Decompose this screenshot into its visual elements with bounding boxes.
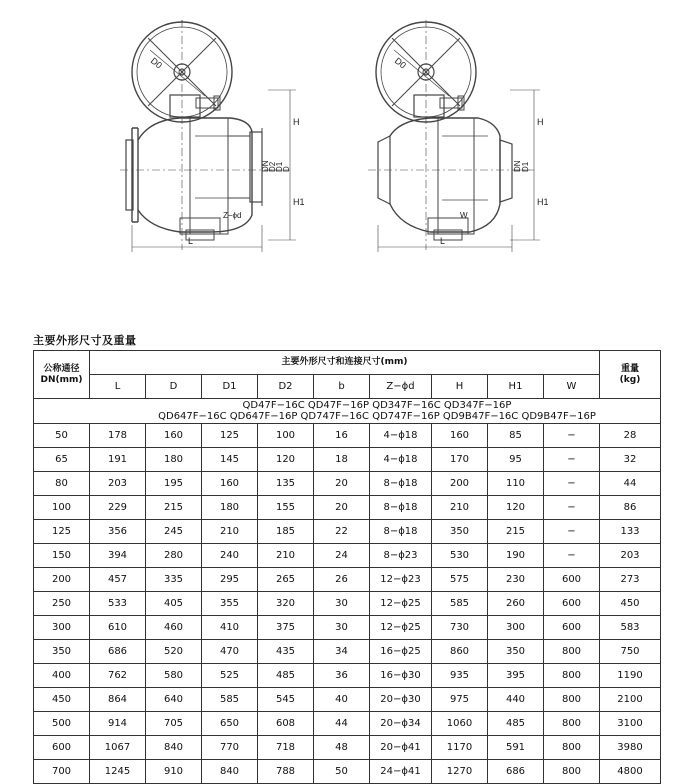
right-d1-label: D1: [521, 161, 530, 172]
left-d2-label: D2: [268, 161, 277, 172]
table-cell: 3100: [600, 712, 661, 736]
left-d0-label: D0: [148, 55, 165, 71]
table-cell: 203: [90, 472, 146, 496]
table-cell: 180: [202, 496, 258, 520]
table-cell: 583: [600, 616, 661, 640]
table-cell: 24: [314, 544, 370, 568]
left-l-label: L: [188, 236, 194, 246]
table-cell: 295: [202, 568, 258, 592]
table-cell: 100: [258, 424, 314, 448]
column-header: b: [314, 375, 370, 399]
nominal-header-line1: 公称通径: [43, 363, 80, 374]
right-h1-label: H1: [537, 197, 549, 207]
left-h1-label: H1: [293, 197, 305, 207]
table-cell: 203: [600, 544, 661, 568]
table-cell: 8−ϕ18: [370, 472, 432, 496]
table-cell: 160: [432, 424, 488, 448]
table-cell: −: [544, 520, 600, 544]
table-cell: −: [544, 424, 600, 448]
table-row: [34, 544, 661, 568]
table-cell: 600: [544, 616, 600, 640]
table-cell: 210: [258, 544, 314, 568]
weight-header-line2: (kg): [619, 374, 641, 385]
table-cell: 700: [34, 760, 90, 784]
table-cell: 145: [202, 448, 258, 472]
table-cell: 1067: [90, 736, 146, 760]
table-cell: 320: [258, 592, 314, 616]
nominal-header-line2: DN(mm): [40, 374, 83, 385]
table-row: [34, 664, 661, 688]
table-cell: 1170: [432, 736, 488, 760]
right-w-label: W: [460, 211, 468, 220]
right-d0-label: D0: [392, 55, 409, 71]
table-cell: 191: [90, 448, 146, 472]
left-d-label: D: [282, 166, 291, 172]
table-cell: 20−ϕ41: [370, 736, 432, 760]
table-cell: 730: [432, 616, 488, 640]
column-header: H1: [488, 375, 544, 399]
table-cell: 195: [146, 472, 202, 496]
table-row: [34, 760, 661, 784]
table-cell: 120: [488, 496, 544, 520]
table-cell: 20: [314, 472, 370, 496]
right-h-label: H: [537, 117, 544, 127]
table-cell: 1060: [432, 712, 488, 736]
table-cell: 273: [600, 568, 661, 592]
table-cell: 18: [314, 448, 370, 472]
table-cell: 200: [432, 472, 488, 496]
table-cell: 16: [314, 424, 370, 448]
table-cell: 22: [314, 520, 370, 544]
table-cell: 395: [488, 664, 544, 688]
table-row: [34, 424, 661, 448]
table-row: [34, 472, 661, 496]
table-cell: 3980: [600, 736, 661, 760]
table-cell: 20: [314, 496, 370, 520]
weight-header-line1: 重量: [620, 363, 639, 374]
models-line1: QD47F−16C QD47F−16P QD347F−16C QD347F−16P: [242, 400, 512, 411]
table-cell: 800: [544, 664, 600, 688]
table-cell: 356: [90, 520, 146, 544]
table-cell: 800: [544, 760, 600, 784]
table-cell: 750: [600, 640, 661, 664]
table-cell: 245: [146, 520, 202, 544]
table-cell: 840: [202, 760, 258, 784]
table-cell: 2100: [600, 688, 661, 712]
table-cell: 608: [258, 712, 314, 736]
table-cell: 440: [488, 688, 544, 712]
table-cell: 160: [146, 424, 202, 448]
table-cell: 762: [90, 664, 146, 688]
table-cell: 65: [34, 448, 90, 472]
table-cell: 585: [202, 688, 258, 712]
table-cell: 8−ϕ23: [370, 544, 432, 568]
table-row: [34, 568, 661, 592]
table-cell: 350: [34, 640, 90, 664]
table-cell: 591: [488, 736, 544, 760]
table-cell: 405: [146, 592, 202, 616]
table-cell: 575: [432, 568, 488, 592]
left-dn-label: DN: [261, 160, 270, 172]
table-cell: 16−ϕ30: [370, 664, 432, 688]
nominal-diameter-header: [34, 351, 90, 399]
table-cell: 150: [34, 544, 90, 568]
left-d1-label: D1: [275, 161, 284, 172]
table-cell: 110: [488, 472, 544, 496]
table-cell: 240: [202, 544, 258, 568]
table-cell: 686: [488, 760, 544, 784]
table-cell: 600: [544, 568, 600, 592]
table-cell: 300: [34, 616, 90, 640]
table-cell: 135: [258, 472, 314, 496]
table-cell: 1245: [90, 760, 146, 784]
column-header: D1: [202, 375, 258, 399]
column-header: H: [432, 375, 488, 399]
table-cell: 16−ϕ25: [370, 640, 432, 664]
table-cell: −: [544, 496, 600, 520]
table-cell: 935: [432, 664, 488, 688]
table-cell: 335: [146, 568, 202, 592]
table-cell: 230: [488, 568, 544, 592]
table-cell: 133: [600, 520, 661, 544]
table-cell: 400: [34, 664, 90, 688]
table-cell: 280: [146, 544, 202, 568]
table-cell: 210: [202, 520, 258, 544]
table-cell: 840: [146, 736, 202, 760]
table-cell: 975: [432, 688, 488, 712]
table-cell: 185: [258, 520, 314, 544]
table-cell: 36: [314, 664, 370, 688]
table-cell: 500: [34, 712, 90, 736]
table-cell: 180: [146, 448, 202, 472]
weight-header: [600, 351, 661, 399]
table-cell: 200: [34, 568, 90, 592]
left-valve-drawing: [120, 20, 305, 252]
table-cell: 120: [258, 448, 314, 472]
right-dn-label: DN: [513, 160, 522, 172]
table-cell: 460: [146, 616, 202, 640]
table-cell: 600: [34, 736, 90, 760]
table-cell: 190: [488, 544, 544, 568]
table-cell: 26: [314, 568, 370, 592]
right-valve-drawing: [368, 20, 549, 252]
table-cell: 260: [488, 592, 544, 616]
table-cell: 44: [600, 472, 661, 496]
table-cell: 533: [90, 592, 146, 616]
table-cell: 50: [34, 424, 90, 448]
table-cell: 250: [34, 592, 90, 616]
table-row: [34, 520, 661, 544]
table-cell: 530: [432, 544, 488, 568]
table-row: [34, 496, 661, 520]
left-z-phi-d-label: Z−ϕd: [223, 211, 242, 220]
section-title: 主要外形尺寸及重量: [33, 334, 137, 347]
table-cell: 85: [488, 424, 544, 448]
table-cell: 215: [488, 520, 544, 544]
model-numbers-row: [34, 399, 661, 424]
dimensions-table: [33, 350, 661, 784]
table-row: [34, 688, 661, 712]
table-cell: 20−ϕ30: [370, 688, 432, 712]
table-cell: 12−ϕ25: [370, 592, 432, 616]
models-line2: QD647F−16C QD647F−16P QD747F−16C QD747F−16P QD9B47F−16C QD9B47F−16P: [158, 411, 596, 422]
table-cell: 450: [600, 592, 661, 616]
table-cell: 640: [146, 688, 202, 712]
table-cell: 215: [146, 496, 202, 520]
table-cell: 580: [146, 664, 202, 688]
table-cell: 170: [432, 448, 488, 472]
table-cell: 229: [90, 496, 146, 520]
table-cell: 864: [90, 688, 146, 712]
table-cell: 12−ϕ25: [370, 616, 432, 640]
column-header-row: [34, 375, 661, 399]
table-cell: 32: [600, 448, 661, 472]
table-cell: 800: [544, 640, 600, 664]
table-cell: 1270: [432, 760, 488, 784]
table-cell: 545: [258, 688, 314, 712]
column-header: L: [90, 375, 146, 399]
table-cell: 12−ϕ23: [370, 568, 432, 592]
column-header: Z−ϕd: [370, 375, 432, 399]
table-cell: 34: [314, 640, 370, 664]
table-row: [34, 640, 661, 664]
table-cell: 28: [600, 424, 661, 448]
table-cell: 86: [600, 496, 661, 520]
table-row: [34, 616, 661, 640]
table-cell: 435: [258, 640, 314, 664]
table-cell: 800: [544, 688, 600, 712]
table-cell: −: [544, 544, 600, 568]
table-cell: 718: [258, 736, 314, 760]
table-cell: 80: [34, 472, 90, 496]
table-cell: 24−ϕ41: [370, 760, 432, 784]
table-row: [34, 448, 661, 472]
table-cell: 410: [202, 616, 258, 640]
table-cell: 40: [314, 688, 370, 712]
table-cell: 4800: [600, 760, 661, 784]
table-cell: 450: [34, 688, 90, 712]
table-cell: 125: [202, 424, 258, 448]
table-cell: 48: [314, 736, 370, 760]
column-header: D2: [258, 375, 314, 399]
valve-drawing: [0, 0, 700, 300]
table-cell: 8−ϕ18: [370, 520, 432, 544]
table-cell: 770: [202, 736, 258, 760]
table-cell: 125: [34, 520, 90, 544]
table-cell: 178: [90, 424, 146, 448]
table-cell: 525: [202, 664, 258, 688]
table-cell: 300: [488, 616, 544, 640]
table-cell: 650: [202, 712, 258, 736]
column-header: W: [544, 375, 600, 399]
table-cell: 914: [90, 712, 146, 736]
table-cell: 1190: [600, 664, 661, 688]
table-cell: 44: [314, 712, 370, 736]
table-cell: 4−ϕ18: [370, 448, 432, 472]
table-row: [34, 736, 661, 760]
table-cell: 485: [488, 712, 544, 736]
table-cell: 910: [146, 760, 202, 784]
left-h-label: H: [293, 117, 300, 127]
table-cell: 350: [488, 640, 544, 664]
table-cell: 50: [314, 760, 370, 784]
dimensions-group-header: 主要外形尺寸和连接尺寸(mm): [90, 351, 600, 375]
column-header: D: [146, 375, 202, 399]
table-cell: 100: [34, 496, 90, 520]
table-cell: 705: [146, 712, 202, 736]
table-cell: −: [544, 472, 600, 496]
table-cell: 686: [90, 640, 146, 664]
table-cell: 375: [258, 616, 314, 640]
table-cell: 800: [544, 736, 600, 760]
table-cell: 95: [488, 448, 544, 472]
table-cell: 860: [432, 640, 488, 664]
table-cell: 355: [202, 592, 258, 616]
table-cell: 30: [314, 592, 370, 616]
table-cell: 155: [258, 496, 314, 520]
table-cell: 520: [146, 640, 202, 664]
table-cell: 30: [314, 616, 370, 640]
table-cell: 4−ϕ18: [370, 424, 432, 448]
table-cell: 610: [90, 616, 146, 640]
table-cell: 788: [258, 760, 314, 784]
table-cell: 20−ϕ34: [370, 712, 432, 736]
table-cell: 600: [544, 592, 600, 616]
table-body: [34, 424, 661, 784]
table-cell: 210: [432, 496, 488, 520]
table-cell: 585: [432, 592, 488, 616]
table-cell: 265: [258, 568, 314, 592]
table-cell: 800: [544, 712, 600, 736]
table-row: [34, 712, 661, 736]
table-cell: 485: [258, 664, 314, 688]
table-cell: 470: [202, 640, 258, 664]
table-cell: −: [544, 448, 600, 472]
right-l-label: L: [440, 236, 446, 246]
table-cell: 8−ϕ18: [370, 496, 432, 520]
table-cell: 394: [90, 544, 146, 568]
table-cell: 160: [202, 472, 258, 496]
table-cell: 350: [432, 520, 488, 544]
table-cell: 457: [90, 568, 146, 592]
table-row: [34, 592, 661, 616]
